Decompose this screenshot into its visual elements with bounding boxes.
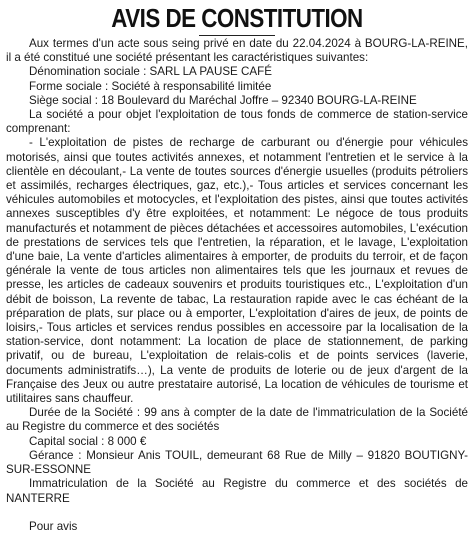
- title-underline: [199, 35, 275, 36]
- sign-off-line: Pour avis: [29, 519, 78, 533]
- duration-text: Durée de la Société : 99 ans à compter de la date de l'immatriculation de la Société au Registre du commerce et des sociétés: [6, 406, 468, 434]
- legal-form-line: Forme sociale : Société à responsabilité limitée: [29, 79, 272, 93]
- share-capital-line: Capital social : 8 000 €: [29, 434, 147, 448]
- registered-office-line: Siège social : 18 Boulevard du Maréchal Joffre – 92340 BOURG-LA-REINE: [29, 93, 417, 107]
- company-name-line: Dénomination sociale : SARL LA PAUSE CAFÉ: [29, 65, 272, 79]
- intro-text: Aux termes d'un acte sous seing privé en date du 22.04.2024 à BOURG-LA-REINE, il a été constitué une société présentant les caractéristiques suivantes:: [6, 37, 468, 65]
- registration-text: Immatriculation de la Société au Registre du commerce et des sociétés de NANTERRE: [6, 477, 468, 505]
- purpose-details-text: - L'exploitation de pistes de recharge de carburant ou d'énergie pour véhicules motorisés, ainsi que toutes activités annexes, et notamment l'entretien et le service à la clientèle en découlant,- La vente de toutes sources d'énergie usuelles (produits pétroliers et assimilés, recharges électriques, gaz, etc.),- Tous articles et services concernant les véhicules automobiles et motocycles, et l'exploitation des pistes, ainsi que toutes activités annexes susceptibles d'y être exploitées, et notamment: Le négoce de tous produits manufacturés et notamment de pièces détachées et accessoires automobiles, L'exécution de prestations de services tels que l'entretien, la réparation, et le lavage, L'exploitation d'une baie, La vente d'articles alimentaires à emporter, de produits du terroir, et de façon générale la vente de tous articles non alimentaires tels que les journaux et revues de presse, les articles de cadeaux souvenirs et produits touristiques etc., L'exploitation d'un débit de boisson, La revente de tabac, La restauration rapide avec le cas échéant de la préparation de plats, sur place ou à emporter, L'exploitation d'aires de jeux, de points de loisirs,- Tous articles et services rendus possibles en accessoire par la localisation de la station-service, dont notamment: La location de place de stationnement, de parking privatif, ou de bureau, L'exploitation de relais-colis et de points services (laverie, documents administratifs…), La vente de produits de loterie ou de jeux d'argent de la Française des Jeux ou autre prestataire autorisé, La location de véhicules de tourisme et utilitaires sans chauffeur.: [6, 136, 468, 406]
- management-paragraph: [6, 449, 468, 477]
- purpose-details-paragraph: [6, 136, 468, 406]
- intro-paragraph: [6, 37, 468, 65]
- registration-paragraph: [6, 477, 468, 505]
- management-text: Gérance : Monsieur Anis TOUIL, demeurant 68 Rue de Milly – 91820 BOUTIGNY-SUR-ESSONNE: [6, 448, 468, 477]
- spacer: [6, 506, 468, 520]
- purpose-intro-paragraph: [6, 108, 468, 136]
- duration-paragraph: [6, 406, 468, 434]
- notice-title: AVIS DE CONSTITUTION: [111, 3, 363, 33]
- notice-body: [6, 37, 468, 534]
- purpose-intro-text: La société a pour objet l'exploitation de tous fonds de commerce de station-service comprenant:: [6, 108, 468, 136]
